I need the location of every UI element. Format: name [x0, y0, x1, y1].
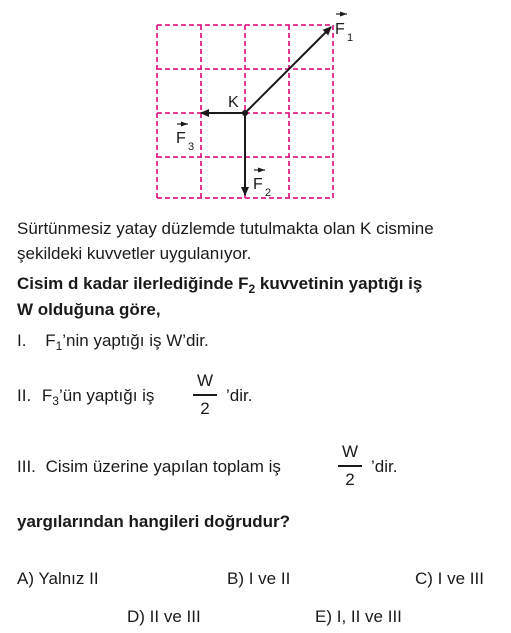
statement-ii: II. $F_3’ün$ yaptığı iş	[17, 386, 155, 408]
svg-text:F: F	[176, 130, 186, 147]
option-c[interactable]: C) I ve III	[415, 569, 484, 588]
label-f1	[335, 14, 353, 44]
force-arrow-f1	[245, 27, 331, 113]
intro-line-1: Sürtünmesiz yatay düzlemde tutulmakta olan K cismine	[17, 219, 434, 238]
intro-line-2: şekildeki kuvvetler uygulanıyor.	[17, 244, 252, 263]
label-f3	[176, 124, 194, 153]
point-k-label: K	[228, 94, 239, 111]
option-d[interactable]: D) II ve III	[127, 607, 201, 626]
svg-text:2: 2	[265, 187, 272, 199]
svg-text:1: 1	[347, 32, 354, 44]
option-a[interactable]: A) Yalnız II	[17, 569, 99, 588]
svg-text:F: F	[335, 21, 345, 38]
force-diagram	[0, 0, 511, 210]
label-f2	[253, 170, 271, 199]
statement-iii-tail: ’dir.	[371, 457, 398, 476]
question-line-2: W olduğuna göre,	[17, 300, 161, 319]
svg-text:F: F	[253, 176, 263, 193]
final-question: yargılarından hangileri doğrudur?	[17, 512, 290, 531]
statement-iii-fraction: W 2	[335, 441, 365, 491]
option-e[interactable]: E) I, II ve III	[315, 607, 402, 626]
svg-text:3: 3	[188, 141, 195, 153]
question-line-1: Cisim d kadar ilerlediğinde $F_2$ kuvvetinin yaptığı iş	[17, 274, 423, 296]
statement-ii-fraction: W 2	[190, 370, 220, 420]
point-k	[242, 110, 248, 116]
statement-iii: III. Cisim üzerine yapılan toplam iş	[17, 457, 281, 476]
statement-i: I. $F_1’nin$ yaptığı iş W’dir.	[17, 331, 209, 353]
option-b[interactable]: B) I ve II	[227, 569, 291, 588]
statement-ii-tail: ’dir.	[226, 386, 253, 405]
